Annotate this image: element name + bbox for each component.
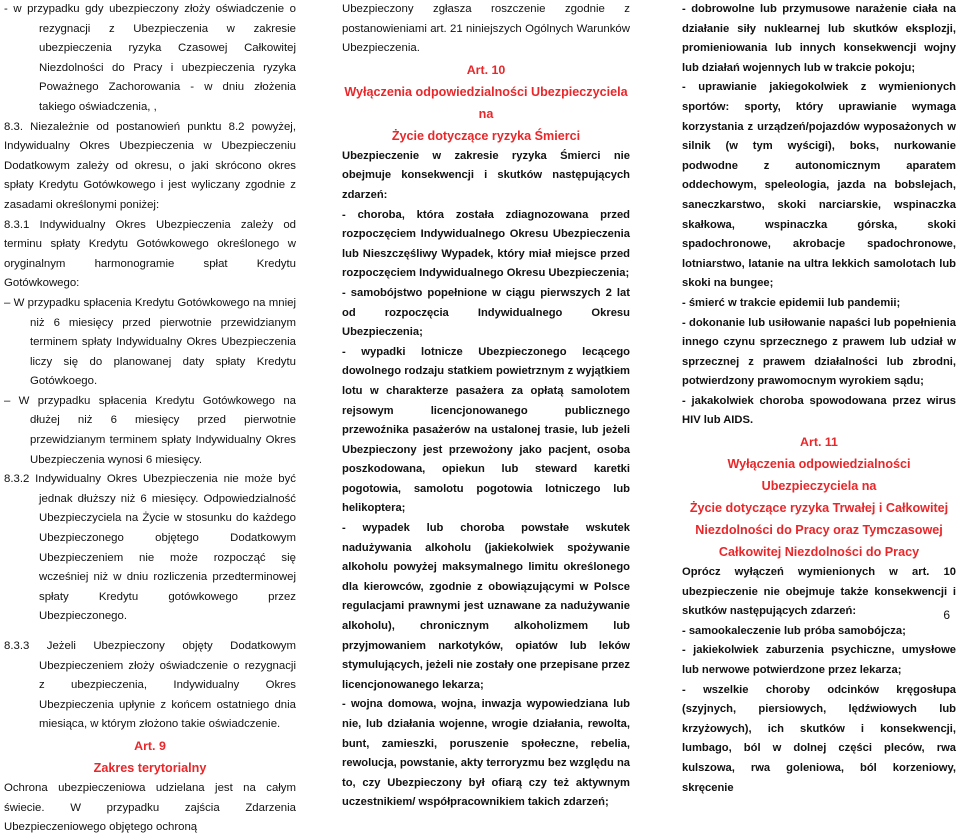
article-title: Zakres terytorialny [93,760,207,775]
article-title-line: Niezdolności do Pracy oraz Tymczasowej [695,523,943,538]
article-number: Art. 9 [134,738,166,753]
list-item: - dokonanie lub usiłowanie napaści lub popełnienia innego czynu sprzecznego z prawem lub udział w sprzecznej z prawem działalności lub zbrodni, potwierdzony prawomocnym wyrokiem sądu; [682,316,956,388]
list-item: - wszelkie choroby odcinków kręgosłupa (szyjnych, piersiowych, lędźwiowych lub krzyżowych), ich skutków i konsekwencji, lumbago, ból w dolnej części pleców, rwa kulszowa, rwa goleniowa, ból korzeniowy, skręcenie [682,683,956,794]
paragraph: 8.3. Niezależnie od postanowień punktu 8.2 powyżej, Indywidualny Okres Ubezpieczenia w Ubezpieczeniu Dodatkowym zależy od okresu, o jaki skrócono okres spłaty Kredytu Gotówkowego i jest wyliczany zgodnie z zasadami określonymi poniżej: [4,120,296,211]
article-title-line: Życie dotyczące ryzyka Trwałej i Całkowitej [689,501,949,516]
article-title-line: Życie dotyczące ryzyka Śmierci [391,128,581,143]
paragraph: Ubezpieczenie w zakresie ryzyka Śmierci nie obejmuje konsekwencji i skutków następujących zdarzeń: [342,149,630,201]
article-title-line: Wyłączenia odpowiedzialności Ubezpieczyciela na [727,457,911,494]
article-number: Art. 11 [800,435,838,450]
paragraph: 8.3.3 Jeżeli Ubezpieczony objęty Dodatkowym Ubezpieczeniem złoży oświadczenie o rezygnacji z ubezpieczenia, Indywidualny Okres Ubezpieczenia upłynie z końcem ostatniego dnia miesiąca, w którym złożono takie oświadczenie. [4,640,296,731]
column-left [4,0,296,838]
column-middle [342,0,630,813]
article-title-line: Wyłączenia odpowiedzialności Ubezpieczyciela na [344,84,628,121]
column-right [682,0,956,798]
paragraph: Ubezpieczony zgłasza roszczenie zgodnie z postanowieniami art. 21 niniejszych Ogólnych Warunków Ubezpieczenia. [342,3,630,55]
article-title-line: Całkowitej Niezdolności do Pracy [718,545,920,560]
list-item: - wypadek lub choroba powstałe wskutek nadużywania alkoholu (jakiekolwiek spożywanie alkoholu powyżej maksymalnego limitu określonego dla kierowców, zgodnie z obowiązującymi w Polsce regulacjami prawnymi jest uznawane za nadużywanie alkoholu), chronicznym alkoholizmem lub przyjmowaniem narkotyków, opiatów lub leków stymulujących, jeżeli nie zostały one przepisane przez licencjonowanego lekarza; [342,522,630,691]
list-item: - samobójstwo popełnione w ciągu pierwszych 2 lat od rozpoczęcia Indywidualnego Okresu Ubezpieczenia; [342,286,630,339]
list-item: – W przypadku spłacenia Kredytu Gotówkowego na mniej niż 6 miesięcy przed pierwotnie przewidzianym terminem spłaty Indywidualny Okres Ubezpieczenia liczy się do planowanej daty spłaty Kredytu Gotówkoego. [4,296,296,388]
list-item: - śmierć w trakcie epidemii lub pandemii; [682,296,901,309]
article-number: Art. 10 [466,62,506,77]
page-number: 6 [943,608,950,622]
list-item: - uprawianie jakiegokolwiek z wymienionych sportów: sporty, który uprawianie wymaga korzystania z urządzeń/pojazdów wyposażonych w silnik (w tym wyścigi), boks, nurkowanie podwodne z autonomicznym aparatem oddechowym, speleologia, jazda na bobslejach, saneczkarstwo, skoki narciarskie, wspinaczka skałkowa, wspinaczka górska, skoki spadochronowe, akrobacje spadochronowe, lotniarstwo, latanie na ultra lekkich samolotach lub skoki na bungee; [682,81,956,290]
list-item: - dobrowolne lub przymusowe narażenie ciała na działanie siły nuklearnej lub skutków eksplozji, promieniowania lub innych konsekwencji wojny lub działań wojennych lub w trakcie pokoju; [682,3,956,74]
paragraph: 8.3.1 Indywidualny Okres Ubezpieczenia zależy od terminu spłaty Kredytu Gotówkowego określonego w oryginalnym harmonogramie spłat Kredytu Gotówkowego: [4,218,296,290]
list-item: - jakiekolwiek zaburzenia psychiczne, umysłowe lub nerwowe potwierdzone przez lekarza; [682,644,956,677]
list-item: - samookaleczenie lub próba samobójcza; [682,624,906,637]
list-item: - wypadki lotnicze Ubezpieczonego lecącego dowolnego rodzaju statkiem powietrznym z wyjątkiem lotu w charakterze pasażera za opłatą samolotem rejsowym licencjonowanego publicznego przewoźnika pasażerów na ustalonej trasie, lub jeżeli Ubezpieczony jest przewożony jako pacjent, osoba poszkodowana, opiekun lub steward karetki pogotowia, samolotu pogotowia lotniczego lub helikoptera; [342,345,630,515]
paragraph: 8.3.2 Indywidualny Okres Ubezpieczenia nie może być jednak dłuższy niż 6 miesięcy. Odpowiedzialność Ubezpieczyciela na Życie w stosunku do każdego Ubezpieczonego objętego Dodatkowym Ubezpieczeniem nie może rozpocząć się wcześniej niż w dniu rozliczenia przedterminowej spłaty Kredytu gotówkowego przez Ubezpieczonego. [4,473,296,623]
paragraph: Ochrona ubezpieczeniowa udzielana jest na całym świecie. W przypadku zajścia Zdarzenia Ubezpieczeniowego objętego ochroną [4,781,296,834]
paragraph: Oprócz wyłączeń wymienionych w art. 10 ubezpieczenie nie obejmuje także konsekwencji i skutków następujących zdarzeń: [682,566,956,618]
paragraph: - w przypadku gdy ubezpieczony złoży oświadczenie o rezygnacji z Ubezpieczenia w zakresie ubezpieczenia ryzyka Czasowej Całkowitej Niezdolności do Pracy i ubezpieczenia ryzyka Poważnego Zachorowania - w dniu złożenia takiego oświadczenia, , [4,3,296,113]
list-item: - choroba, która została zdiagnozowana przed rozpoczęciem Indywidualnego Okresu Ubezpieczenia lub Nieszczęśliwy Wypadek, który miał miejsce przed rozpoczęciem Indywidualnego Okresu Ubezpieczenia; [342,208,630,280]
list-item: - wojna domowa, wojna, inwazja wypowiedziana lub nie, lub działania wojenne, wrogie działania, rewolta, bunt, zamieszki, poruszenie społeczne, rebelia, rewolucja, powstanie, akty terroryzmu bez względu na to, czy Ubezpieczony był ofiarą czy też aktywnym uczestnikiem/ współpracownikiem takich zdarzeń; [342,698,630,809]
list-item: – W przypadku spłacenia Kredytu Gotówkowego na dłużej niż 6 miesięcy przed pierwotnie przewidzianym terminem spłaty Indywidualny Okres Ubezpieczenia wynosi 6 miesięcy. [4,394,296,466]
list-item: - jakakolwiek choroba spowodowana przez wirus HIV lub AIDS. [682,394,956,427]
